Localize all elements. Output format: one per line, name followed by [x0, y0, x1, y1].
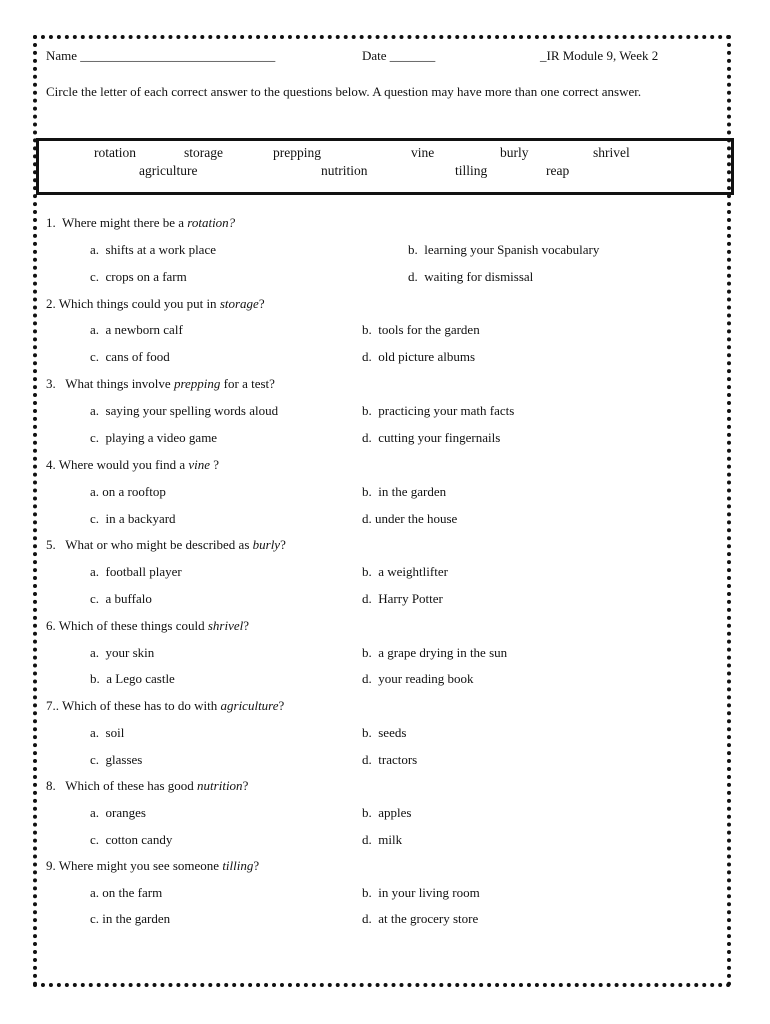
question-3: 3. What things involve prepping for a test?: [46, 376, 275, 391]
word-bank: [36, 138, 734, 195]
answer-option[interactable]: d. under the house: [362, 511, 458, 526]
question-2: 2. Which things could you put in storage?: [46, 296, 265, 311]
answer-option[interactable]: d. milk: [362, 832, 403, 847]
word-bank-item: storage: [184, 145, 223, 160]
answer-option[interactable]: a. on a rooftop: [90, 484, 166, 499]
answer-option[interactable]: c. a buffalo: [90, 591, 152, 606]
name-label: Name ______________________________: [46, 48, 276, 63]
answer-option[interactable]: d. waiting for dismissal: [408, 269, 534, 284]
question-6: 6. Which of these things could shrivel?: [46, 618, 250, 633]
answer-option[interactable]: c. playing a video game: [90, 430, 218, 445]
answer-option[interactable]: b. in your living room: [362, 885, 480, 900]
word-bank-item: burly: [500, 145, 529, 160]
name-blank[interactable]: ______________________________: [80, 48, 276, 63]
question-1: 1. Where might there be a rotation?: [46, 215, 236, 230]
answer-option[interactable]: a. a newborn calf: [90, 322, 183, 337]
answer-option[interactable]: b. seeds: [362, 725, 407, 740]
answer-option[interactable]: c. cans of food: [90, 349, 170, 364]
answer-option[interactable]: d. old picture albums: [362, 349, 476, 364]
question-7: 7.. Which of these has to do with agriculture?: [46, 698, 285, 713]
answer-option[interactable]: a. football player: [90, 564, 182, 579]
word-bank-item: rotation: [94, 145, 136, 160]
word-bank-item: prepping: [273, 145, 321, 160]
answer-option[interactable]: d. tractors: [362, 752, 418, 767]
word-bank-item: tilling: [455, 163, 488, 178]
question-5: 5. What or who might be described as burly?: [46, 537, 286, 552]
answer-option[interactable]: a. shifts at a work place: [90, 242, 216, 257]
answer-option[interactable]: b. tools for the garden: [362, 322, 480, 337]
answer-option[interactable]: a. on the farm: [90, 885, 163, 900]
answer-option[interactable]: a. oranges: [90, 805, 146, 820]
answer-option[interactable]: b. learning your Spanish vocabulary: [408, 242, 600, 257]
word-bank-item: shrivel: [593, 145, 630, 160]
question-8: 8. Which of these has good nutrition?: [46, 778, 249, 793]
question-4: 4. Where would you find a vine ?: [46, 457, 220, 472]
word-bank-item: agriculture: [139, 163, 198, 178]
instructions: Circle the letter of each correct answer to the questions below. A question may have more than one correct answer.: [46, 84, 642, 99]
word-bank-item: reap: [546, 163, 570, 178]
answer-option[interactable]: b. a grape drying in the sun: [362, 645, 508, 660]
answer-option[interactable]: d. your reading book: [362, 671, 474, 686]
answer-option[interactable]: c. cotton candy: [90, 832, 173, 847]
word-bank-item: vine: [411, 145, 435, 160]
answer-option[interactable]: c. crops on a farm: [90, 269, 187, 284]
date-label: Date _______: [362, 48, 436, 63]
answer-option[interactable]: c. in the garden: [90, 911, 171, 926]
answer-option[interactable]: b. apples: [362, 805, 412, 820]
answer-option[interactable]: b. practicing your math facts: [362, 403, 515, 418]
answer-option[interactable]: d. cutting your fingernails: [362, 430, 501, 445]
word-bank-item: nutrition: [321, 163, 368, 178]
answer-option[interactable]: b. in the garden: [362, 484, 447, 499]
answer-option[interactable]: a. saying your spelling words aloud: [90, 403, 279, 418]
answer-option[interactable]: a. soil: [90, 725, 125, 740]
answer-option[interactable]: b. a weightlifter: [362, 564, 448, 579]
answer-option[interactable]: c. in a backyard: [90, 511, 176, 526]
date-blank[interactable]: _______: [389, 48, 436, 63]
answer-option[interactable]: b. a Lego castle: [90, 671, 175, 686]
answer-option[interactable]: d. Harry Potter: [362, 591, 443, 606]
answer-option[interactable]: d. at the grocery store: [362, 911, 479, 926]
module-label: _IR Module 9, Week 2: [540, 48, 659, 63]
answer-option[interactable]: a. your skin: [90, 645, 155, 660]
question-9: 9. Where might you see someone tilling?: [46, 858, 260, 873]
answer-option[interactable]: c. glasses: [90, 752, 143, 767]
